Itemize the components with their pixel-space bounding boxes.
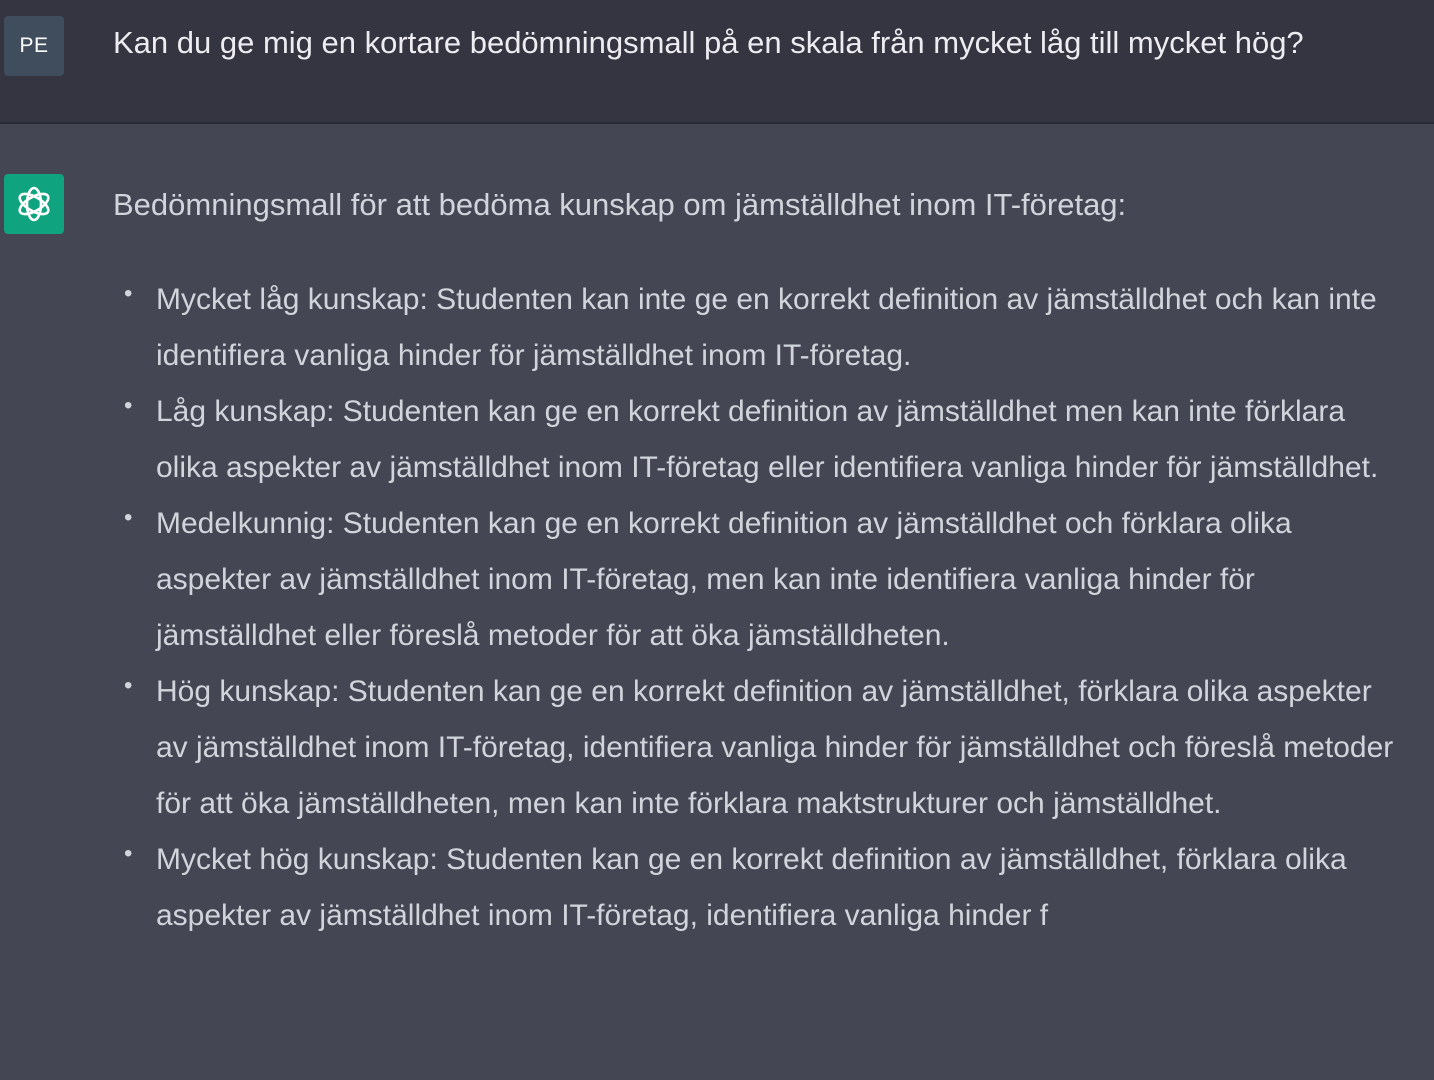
assistant-avatar [4,174,64,234]
list-item: • Mycket hög kunskap: Studenten kan ge en korrekt definition av jämställdhet, förklara olika aspekter av jämställdhet inom IT-företag, identifiera vanliga hinder f [156,832,1406,944]
assistant-intro-text: Bedömningsmall för att bedöma kunskap om jämställdhet inom IT-företag: [113,187,1127,222]
openai-logo-icon [13,183,55,225]
user-message-row [0,0,1434,124]
list-item: • Medelkunnig: Studenten kan ge en korrekt definition av jämställdhet och förklara olika aspekter av jämställdhet inom IT-företag, men kan inte identifiera vanliga hinder för jämställdhet eller föreslå metoder för att öka jämställdheten. [156,496,1406,664]
list-item: • Hög kunskap: Studenten kan ge en korrekt definition av jämställdhet, förklara olika aspekter av jämställdhet inom IT-företag, identifiera vanliga hinder för jämställdhet och föreslå metoder för att öka jämställdheten, men kan inte förklara maktstrukturer och jämställdhet. [156,664,1406,832]
assistant-message-row [0,124,1434,1080]
user-message-text: Kan du ge mig en kortare bedömningsmall på en skala från mycket låg till mycket hög? [113,25,1304,60]
list-item: • Mycket låg kunskap: Studenten kan inte ge en korrekt definition av jämställdhet och kan inte identifiera vanliga hinder för jämställdhet inom IT-företag. [156,272,1406,384]
list-item: • Låg kunskap: Studenten kan ge en korrekt definition av jämställdhet men kan inte förklara olika aspekter av jämställdhet inom IT-företag eller identifiera vanliga hinder för jämställdhet. [156,384,1406,496]
user-avatar: PE [4,16,64,76]
assessment-list [156,272,1406,944]
